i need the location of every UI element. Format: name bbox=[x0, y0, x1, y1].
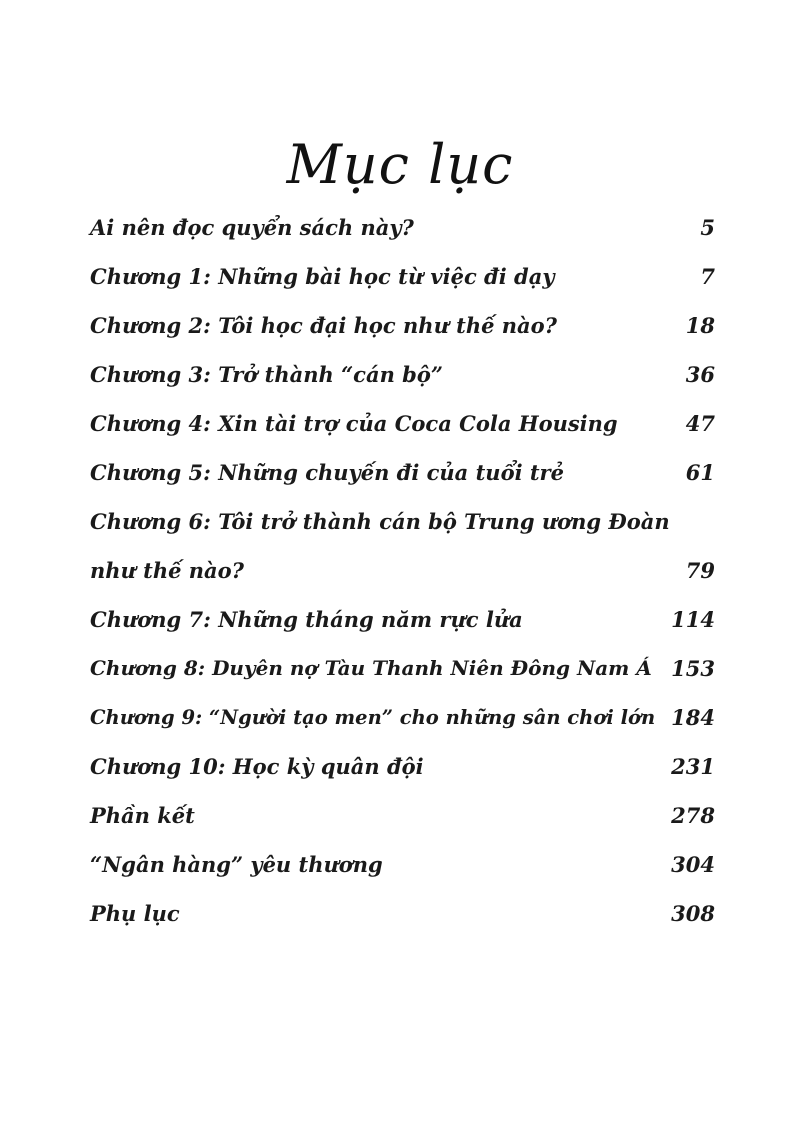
toc-entry-label: Ai nên đọc quyển sách này? bbox=[90, 215, 414, 240]
toc-entry bbox=[90, 840, 715, 889]
toc-entry bbox=[90, 448, 715, 497]
toc-entry-page: 114 bbox=[671, 607, 715, 632]
toc-entry-label: Phần kết bbox=[90, 803, 195, 828]
toc-entry bbox=[90, 203, 715, 252]
toc-entry-label: Phụ lục bbox=[90, 901, 180, 926]
toc-entry bbox=[90, 693, 715, 742]
toc-entry-label: Chương 9: “Người tạo men” cho những sân chơi lớn bbox=[90, 706, 656, 729]
toc-entry bbox=[90, 644, 715, 693]
toc-entry-page: 184 bbox=[671, 705, 715, 730]
toc-entry-page: 308 bbox=[671, 901, 715, 926]
toc-entry-page: 18 bbox=[685, 313, 715, 338]
toc-entry-page: 47 bbox=[685, 411, 715, 436]
toc-entry bbox=[90, 301, 715, 350]
toc-entry-page: 304 bbox=[671, 852, 715, 877]
toc-entry-label: “Ngân hàng” yêu thương bbox=[90, 852, 383, 877]
toc-entry-page: 7 bbox=[700, 264, 715, 289]
toc-entry bbox=[90, 399, 715, 448]
toc-entry-label: Chương 8: Duyên nợ Tàu Thanh Niên Đông Nam Á bbox=[90, 656, 652, 680]
toc-entry-page: 5 bbox=[700, 215, 715, 240]
toc-entry-page: 153 bbox=[671, 656, 715, 681]
toc-entry-label: Chương 6: Tôi trở thành cán bộ Trung ương Đoàn bbox=[90, 509, 670, 534]
toc-entry-page: 79 bbox=[685, 558, 715, 583]
page-title: Mục lục bbox=[286, 133, 514, 196]
toc-entry bbox=[90, 791, 715, 840]
toc-entry bbox=[90, 497, 715, 546]
toc-entry-continuation bbox=[90, 546, 715, 595]
toc-entry-label: Chương 10: Học kỳ quân đội bbox=[90, 754, 424, 779]
toc-entry-label: Chương 2: Tôi học đại học như thế nào? bbox=[90, 313, 557, 338]
toc-entry-label: Chương 4: Xin tài trợ của Coca Cola Housing bbox=[90, 411, 618, 436]
toc-entry-page: 36 bbox=[685, 362, 715, 387]
toc-entry bbox=[90, 742, 715, 791]
toc-entry-label: Chương 5: Những chuyến đi của tuổi trẻ bbox=[90, 460, 564, 485]
toc-entry bbox=[90, 889, 715, 938]
toc-entry bbox=[90, 252, 715, 301]
toc-entry-label: Chương 1: Những bài học từ việc đi dạy bbox=[90, 264, 555, 289]
toc-entry-label-continued: như thế nào? bbox=[90, 558, 244, 583]
toc-entry bbox=[90, 595, 715, 644]
table-of-contents bbox=[90, 203, 715, 938]
toc-entry-page: 231 bbox=[671, 754, 715, 779]
toc-entry-label: Chương 3: Trở thành “cán bộ” bbox=[90, 362, 443, 387]
toc-entry-page: 278 bbox=[671, 803, 715, 828]
toc-entry-label: Chương 7: Những tháng năm rực lửa bbox=[90, 607, 523, 632]
toc-entry bbox=[90, 350, 715, 399]
toc-entry-page: 61 bbox=[685, 460, 715, 485]
